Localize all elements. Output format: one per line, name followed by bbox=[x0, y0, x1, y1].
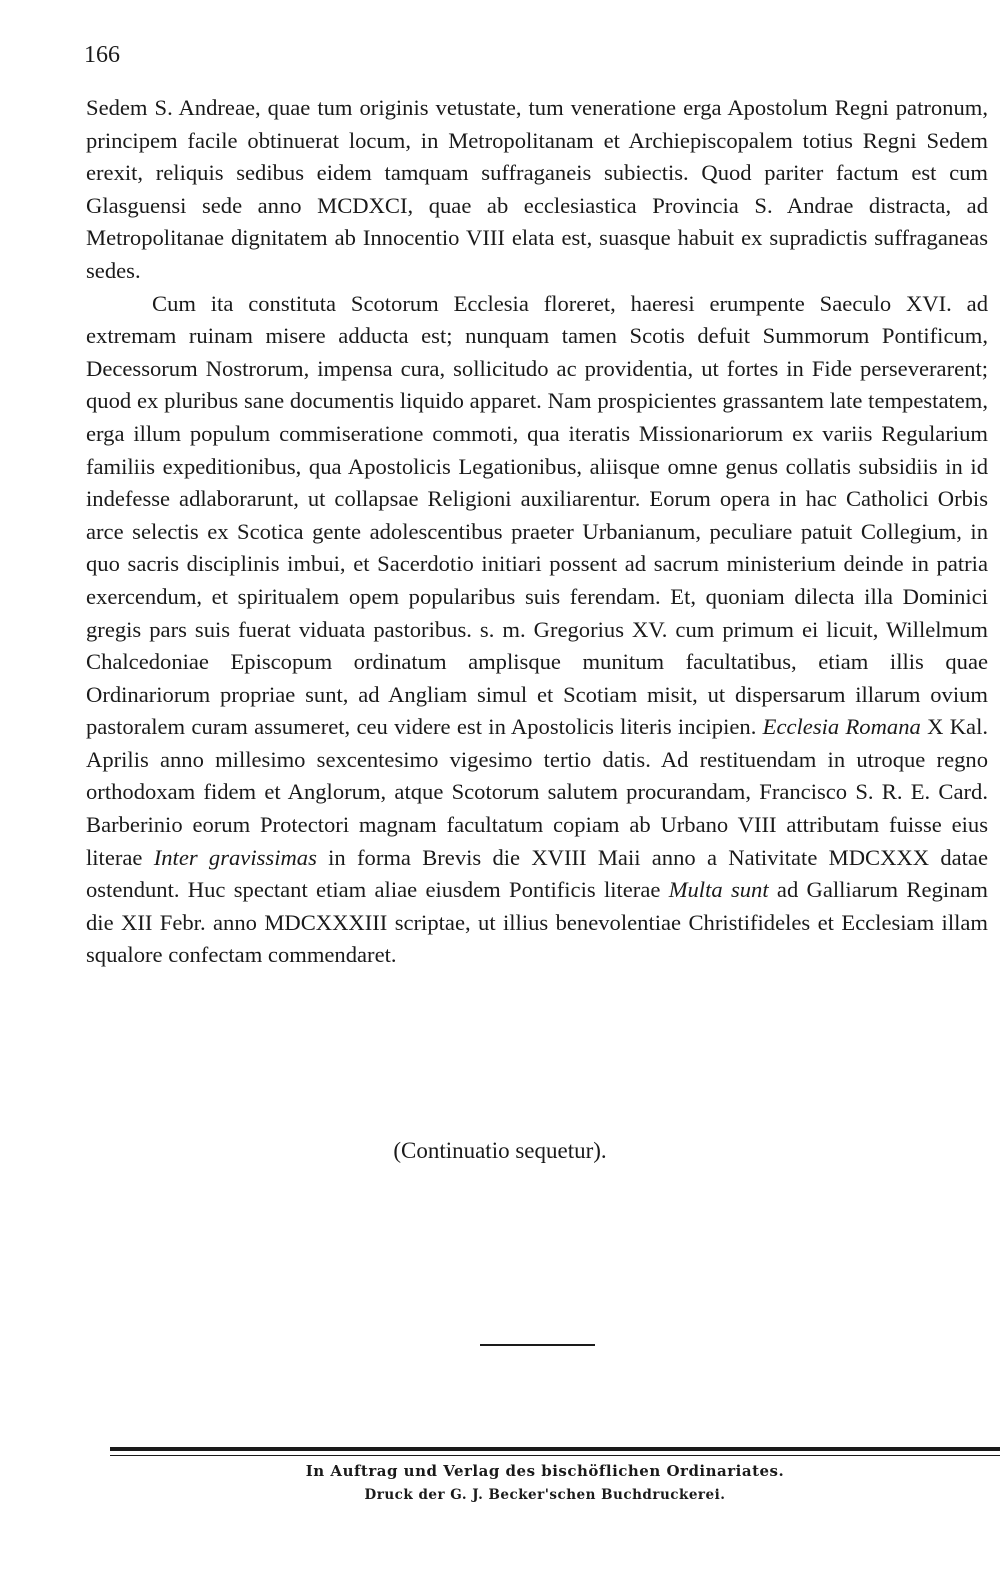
page-number: 166 bbox=[84, 42, 120, 68]
section-divider bbox=[480, 1344, 595, 1346]
imprint-publisher: In Auftrag und Verlag des bischöflichen Ordinariates. bbox=[305, 1462, 785, 1480]
italic-citation: Ecclesia Romana bbox=[762, 714, 921, 740]
text-segment: Cum ita constituta Scotorum Ecclesia floreret, haeresi erumpente Saeculo XVI. ad extremam ruinam misere adducta est; nunquam tamen Scotis defuit Summorum Pontificum, Decessorum Nostrorum, impensa cura, sollicitudo ac providentia, ut fortes in Fide perseverarent; quod ex pluribus sane documentis liquido apparet. Nam prospicientes grassantem late tempestatem, erga illum populum commiseratione commoti, qua iteratis Missionariorum ex variis Regularium familiis expeditionibus, qua Apostolicis Legationibus, aliisque omne genus collatis subsidiis in id indefesse adlaborarunt, ut collapsae Religioni auxiliarentur. Eorum opera in hac Catholici Orbis arce selectis ex Scotica gente adolescentibus praeter Urbanianum, peculiare patuit Collegium, in quo sacris disciplinis imbui, et Sacerdotio initiari possent ad sacrum ministerium deinde in patria exercendum, et spiritualem opem popularibus suis ferendam. Et, quoniam dilecta illa Dominici gregis pars suis fuerat viduata pastoribus. s. m. Gregorius XV. cum primum ei licuit, Willelmum Chalcedoniae Episcopum ordinatum amplisque munitum facultatibus, etiam illis quae Ordinariorum propriae sunt, ad Angliam simul et Scotiam misit, ut dispersarum illarum ovium pastoralem curam assumeret, ceu videre est in Apostolicis literis incipien. bbox=[86, 290, 988, 740]
text-segment: Sedem S. Andreae, quae tum originis vetustate, tum veneratione erga Apostolum Regni patronum, principem facile obtinuerat locum, in Metropolitanam et Archiepiscopalem totius Regni Sedem erexit, reliquis sedibus eidem tamquam suffraganeis subiectis. Quod pariter factum est cum Glasguensi sede anno MCDXCI, quae ab ecclesiastica Provincia S. Andrae distracta, ad Metropolitanae dignitatem ab Innocentio VIII elata est, suasque habuit ex supradictis suffraganeas sedes. bbox=[86, 95, 988, 283]
text-segment: X Kal. Aprilis anno millesimo sexcentesimo vigesimo tertio datis. Ad restituendam in utroque regno orthodoxam fidem et Anglorum, atque Scotorum salutem procurandam, Francisco S. R. E. Card. Barberinio eorum Protectori magnam facultatum copiam ab Urbano VIII attributam fuisse eius literae bbox=[86, 714, 988, 870]
footer-rule-thin bbox=[110, 1455, 1000, 1456]
italic-citation: Inter gravissimas bbox=[153, 844, 317, 870]
paragraph-1 bbox=[86, 92, 988, 288]
imprint-printer: Druck der G. J. Becker'schen Buchdruckerei. bbox=[364, 1487, 726, 1503]
text-segment: ad Galliarum Reginam die XII Febr. anno MDCXXXIII scriptae, ut illius benevolentiae Christifideles et Ecclesiam illam squalore confectam commendaret. bbox=[86, 877, 988, 968]
body-text bbox=[86, 92, 988, 972]
text-segment: in forma Brevis die XVIII Maii anno a Nativitate MDCXXX datae ostendunt. Huc spectant etiam aliae eiusdem Pontificis literae bbox=[86, 844, 988, 903]
footer-rule-thick bbox=[110, 1447, 1000, 1451]
continuation-note: (Continuatio sequetur). bbox=[393, 1138, 607, 1163]
paragraph-2 bbox=[86, 288, 988, 972]
italic-citation: Multa sunt bbox=[668, 877, 769, 903]
